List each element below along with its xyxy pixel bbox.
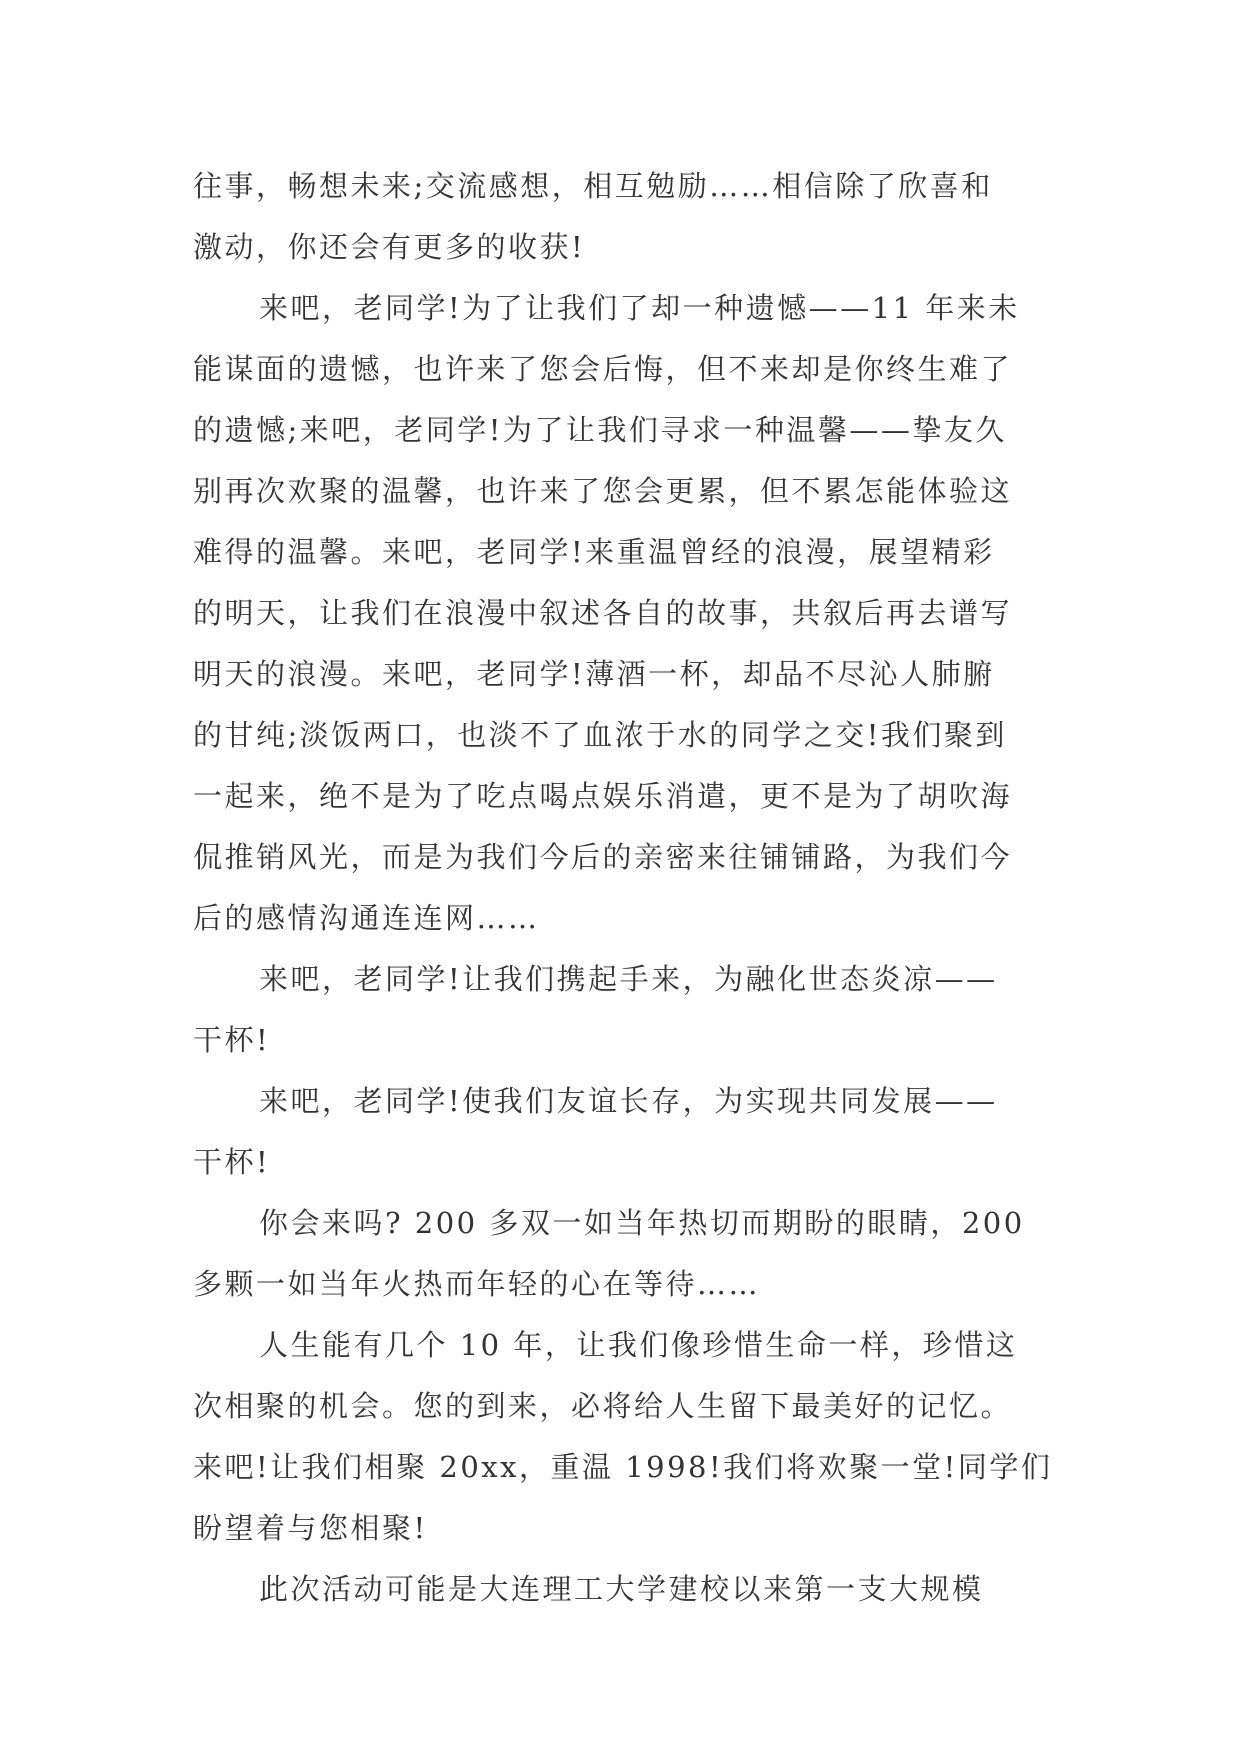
text-line: 后的感情沟通连连网…… [193,901,540,935]
paragraph-4 [193,1071,1065,1193]
text-line: 来吧，老同学!为了让我们了却一种遗憾——11 年来未 [259,291,1020,325]
text-line: 此次活动可能是大连理工大学建校以来第一支大规模 [259,1572,984,1606]
paragraph-7 [193,1559,1065,1620]
text-line: 你会来吗? 200 多双一如当年热切而期盼的眼睛，200 [259,1206,1025,1240]
text-line: 的明天，让我们在浪漫中叙述各自的故事，共叙后再去谱写 [193,596,1013,630]
text-line: 人生能有几个 10 年，让我们像珍惜生命一样，珍惜这 [259,1328,1018,1362]
text-line: 次相聚的机会。您的到来，必将给人生留下最美好的记忆。 [193,1389,1013,1423]
paragraph-6 [193,1315,1065,1559]
text-line: 干杯! [193,1023,271,1057]
text-line: 来吧，老同学!让我们携起手来，为融化世态炎凉—— [259,962,998,996]
paragraph-3 [193,949,1065,1071]
text-line: 侃推销风光，而是为我们今后的亲密来往铺铺路，为我们今 [193,840,1013,874]
text-line: 的甘纯;淡饭两口，也淡不了血浓于水的同学之交!我们聚到 [193,718,1007,752]
text-line: 能谋面的遗憾，也许来了您会后悔，但不来却是你终生难了 [193,352,1013,386]
paragraph-1 [193,156,1065,278]
text-line: 明天的浪漫。来吧，老同学!薄酒一杯，却品不尽沁人肺腑 [193,657,995,691]
text-line: 别再次欢聚的温馨，也许来了您会更累，但不累怎能体验这 [193,474,1013,508]
text-line: 一起来，绝不是为了吃点喝点娱乐消遣，更不是为了胡吹海 [193,779,1013,813]
text-line: 干杯! [193,1145,271,1179]
text-line: 难得的温馨。来吧，老同学!来重温曾经的浪漫，展望精彩 [193,535,995,569]
text-line: 的遗憾;来吧，老同学!为了让我们寻求一种温馨——挚友久 [193,413,1007,447]
text-line: 激动，你还会有更多的收获! [193,230,586,264]
text-line: 往事，畅想未来;交流感想，相互勉励……相信除了欣喜和 [193,169,993,203]
paragraph-2 [193,278,1065,949]
text-line: 多颗一如当年火热而年轻的心在等待…… [193,1267,761,1301]
text-line: 来吧!让我们相聚 20xx，重温 1998!我们将欢聚一堂!同学们 [193,1450,1053,1484]
document-page [193,156,1065,1620]
paragraph-5 [193,1193,1065,1315]
text-line: 盼望着与您相聚! [193,1511,428,1545]
text-line: 来吧，老同学!使我们友谊长存，为实现共同发展—— [259,1084,998,1118]
